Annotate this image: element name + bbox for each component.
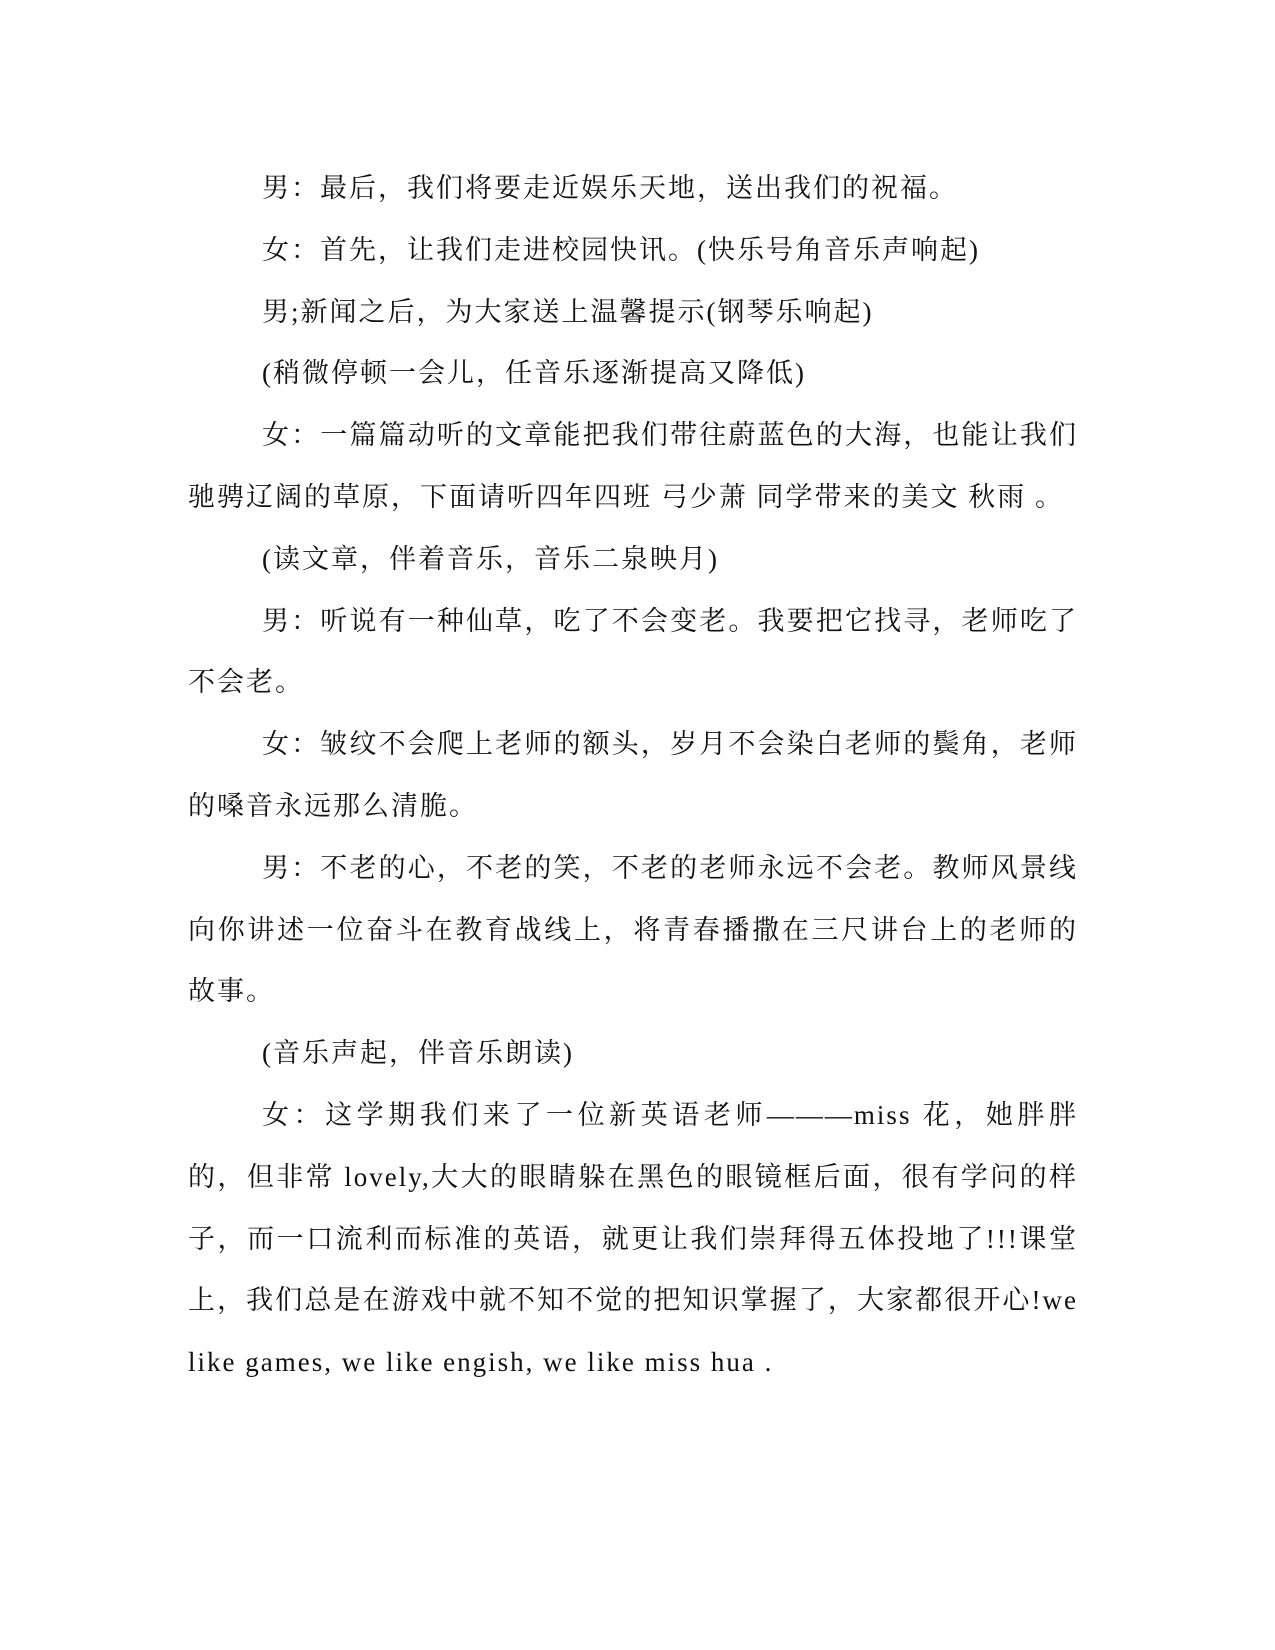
paragraph-4: (稍微停顿一会儿，任音乐逐渐提高又降低) [262,358,806,389]
paragraph-5: 女：一篇篇动听的文章能把我们带往蔚蓝色的大海，也能让我们驰骋辽阔的草原，下面请听四年四班 弓少萧 同学带来的美文 秋雨 。 [188,420,1078,512]
paragraph-10: (音乐声起，伴音乐朗读) [262,1038,574,1069]
document-body [188,158,1078,1394]
paragraph-11: 女：这学期我们来了一位新英语老师———miss 花，她胖胖的，但非常 lovely,大大的眼睛躲在黑色的眼镜框后面，很有学问的样子，而一口流利而标准的英语，就更让我们崇拜得五体投地了!!!课堂上，我们总是在游戏中就不知不觉的把知识掌握了，大家都很开心!we like games, we like engish, we like miss hua . [188,1099,1078,1378]
paragraph-1: 男：最后，我们将要走近娱乐天地，送出我们的祝福。 [262,173,958,203]
paragraph-3: 男;新闻之后，为大家送上温馨提示(钢琴乐响起) [262,296,874,327]
paragraph-9: 男：不老的心，不老的笑，不老的老师永远不会老。教师风景线向你讲述一位奋斗在教育战线上，将青春播撒在三尺讲台上的老师的故事。 [188,852,1078,1007]
paragraph-7: 男：听说有一种仙草，吃了不会变老。我要把它找寻，老师吃了不会老。 [188,605,1078,698]
paragraph-6: (读文章，伴着音乐，音乐二泉映月) [262,543,719,574]
paragraph-8: 女：皱纹不会爬上老师的额头，岁月不会染白老师的鬓角，老师的嗓音永远那么清脆。 [188,729,1078,821]
paragraph-2: 女：首先，让我们走进校园快讯。(快乐号角音乐声响起) [262,234,980,265]
